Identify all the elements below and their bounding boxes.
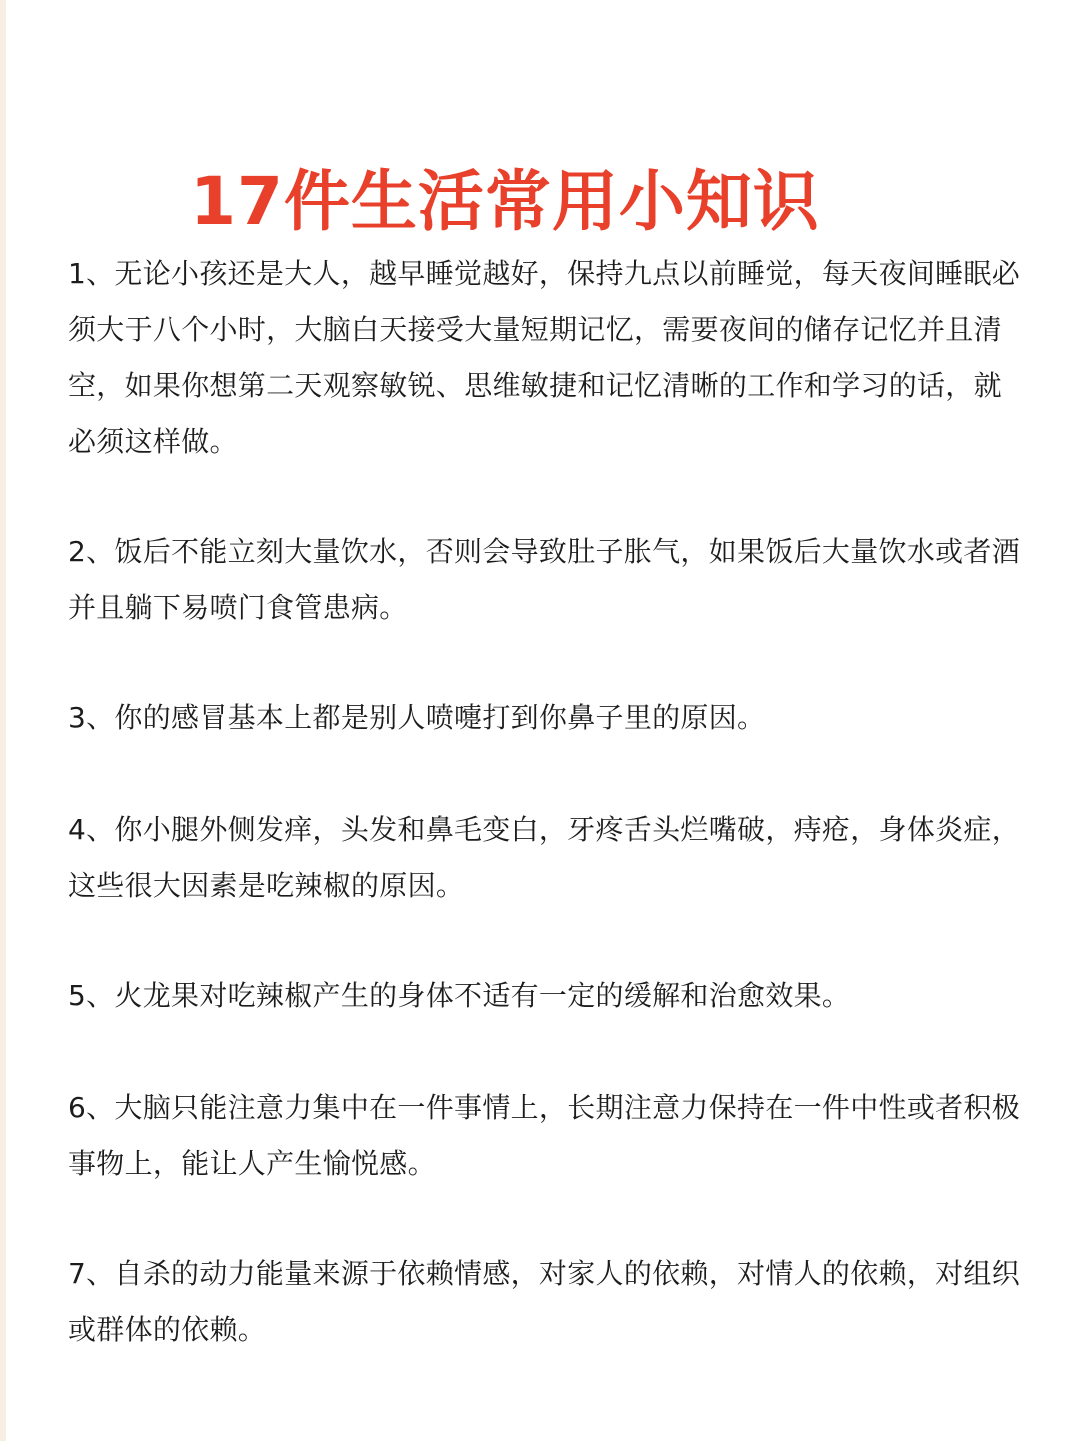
knowledge-item-4: 4、你小腿外侧发痒，头发和鼻毛变白，牙疼舌头烂嘴破，痔疮，身体炎症，这些很大因素是吃辣椒的原因。 (68, 813, 1021, 902)
page-title: 17件生活常用小知识 (190, 163, 820, 241)
knowledge-item-2: 2、饭后不能立刻大量饮水，否则会导致肚子胀气，如果饭后大量饮水或者酒并且躺下易喷门食管患病。 (68, 535, 1021, 624)
knowledge-item-3: 3、你的感冒基本上都是别人喷嚏打到你鼻子里的原因。 (68, 701, 766, 734)
knowledge-item-1: 1、无论小孩还是大人，越早睡觉越好，保持九点以前睡觉，每天夜间睡眠必须大于八个小时，大脑白天接受大量短期记忆，需要夜间的储存记忆并且清空，如果你想第二天观察敏锐、思维敏捷和记忆清晰的工作和学习的话，就必须这样做。 (68, 257, 1021, 458)
knowledge-item-7: 7、自杀的动力能量来源于依赖情感，对家人的依赖，对情人的依赖，对组织或群体的依赖。 (68, 1257, 1021, 1346)
knowledge-item-5: 5、火龙果对吃辣椒产生的身体不适有一定的缓解和治愈效果。 (68, 979, 851, 1012)
knowledge-item-6: 6、大脑只能注意力集中在一件事情上，长期注意力保持在一件中性或者积极事物上，能让人产生愉悦感。 (68, 1091, 1021, 1180)
